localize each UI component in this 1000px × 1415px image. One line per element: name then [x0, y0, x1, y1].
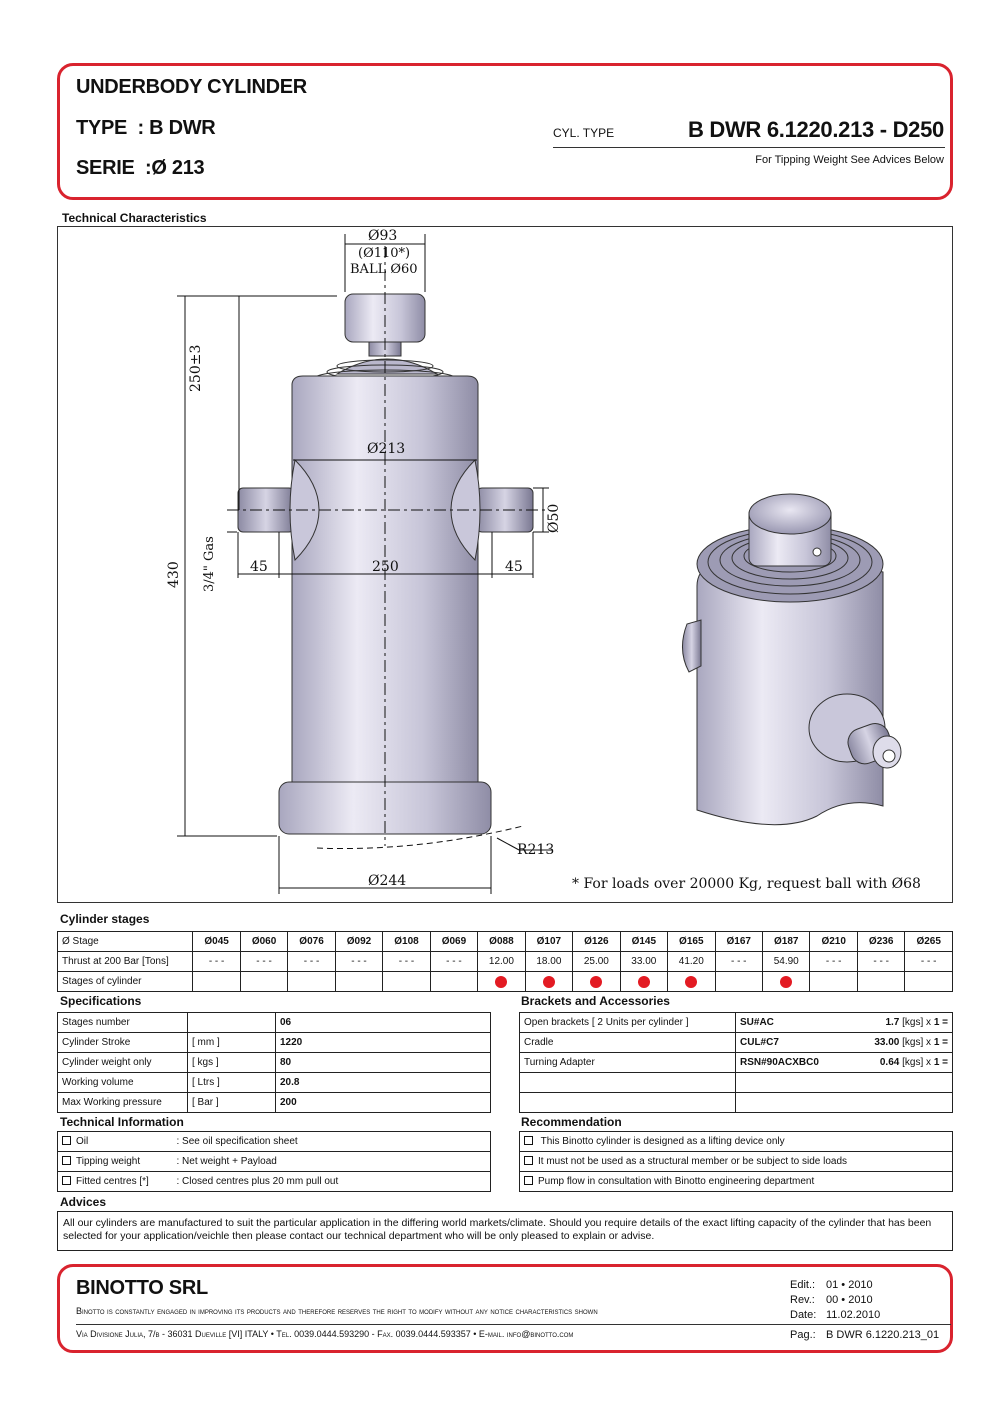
stage-active-cell	[430, 972, 477, 992]
stage-active-cell	[905, 972, 953, 992]
thrust-cell: 25.00	[573, 952, 620, 972]
stage-active-cell	[810, 972, 857, 992]
recommendation-text: This Binotto cylinder is designed as a lifting device only	[538, 1136, 785, 1147]
thrust-cell: - - -	[335, 952, 382, 972]
stage-header: Ø265	[905, 932, 953, 952]
bracket-unit: [kgs] x	[902, 1057, 932, 1068]
dim-w45b: 45	[505, 559, 523, 575]
stage-active-cell	[288, 972, 335, 992]
stage-header: Ø069	[430, 932, 477, 952]
spec-label: Working volume	[58, 1073, 188, 1093]
footer-rule	[76, 1324, 951, 1325]
stage-active-cell	[193, 972, 240, 992]
stage-header: Ø126	[573, 932, 620, 952]
bracket-qty: 1 =	[933, 1057, 948, 1068]
bracket-row	[520, 1053, 953, 1073]
recommendation-item	[520, 1132, 953, 1152]
bracket-kg: 0.64	[879, 1057, 900, 1068]
bracket-weight	[834, 1033, 953, 1053]
advices-title: Advices	[60, 1195, 107, 1209]
recommendation-row	[520, 1152, 953, 1172]
bracket-row	[520, 1033, 953, 1053]
stage-header: Ø187	[762, 932, 809, 952]
disclaimer: Binotto is constantly engaged in improving its products and therefore reserves the right to modify without any notice characteristics shown	[76, 1306, 598, 1316]
row-label: Ø Stage	[58, 932, 193, 952]
dim-body-d: Ø213	[367, 441, 406, 457]
stage-header: Ø210	[810, 932, 857, 952]
stage-active-dot	[543, 976, 555, 988]
stages-title: Cylinder stages	[60, 912, 150, 926]
bracket-kg: 33.00	[874, 1037, 900, 1048]
spec-value: 1220	[276, 1033, 491, 1053]
techinfo-label-text: Tipping weight	[76, 1156, 141, 1167]
thrust-cell: - - -	[193, 952, 240, 972]
specs-table	[57, 1012, 491, 1113]
edit-label: Edit.:	[790, 1279, 816, 1291]
bracket-label: Open brackets [ 2 Units per cylinder ]	[520, 1013, 736, 1033]
edit-value: 01 • 2010	[826, 1279, 873, 1291]
spec-row	[58, 1073, 491, 1093]
recommendation-text: It must not be used as a structural member or be subject to side loads	[538, 1156, 848, 1167]
stage-header: Ø092	[335, 932, 382, 952]
specs-title: Specifications	[60, 994, 142, 1008]
active-stage-row	[58, 972, 953, 992]
spec-unit: [ Bar ]	[188, 1093, 276, 1113]
dim-ball: BALL Ø60	[350, 262, 418, 277]
techinfo-label-text: Oil	[76, 1136, 89, 1147]
thrust-cell: 54.90	[762, 952, 809, 972]
stage-active-cell	[715, 972, 762, 992]
spec-row	[58, 1053, 491, 1073]
stage-header-row	[58, 932, 953, 952]
dim-base-d: Ø244	[368, 873, 407, 889]
thrust-cell: 33.00	[620, 952, 667, 972]
thrust-cell: - - -	[905, 952, 953, 972]
spec-unit	[188, 1013, 276, 1033]
techinfo-value: : Net weight + Payload	[173, 1152, 491, 1172]
stage-active-dot	[780, 976, 792, 988]
advices-text: All our cylinders are manufactured to suit the particular application in the differing world markets/climate. Should you require details of the exact lifting capacity of the cylinder that has been selected for your application/veichle then please contact our technical department who will be only pleased to explain or advise.	[57, 1211, 953, 1251]
spec-value: 200	[276, 1093, 491, 1113]
doc-title: UNDERBODY CYLINDER	[76, 76, 307, 98]
recommendation-item	[520, 1172, 953, 1192]
techinfo-row	[58, 1172, 491, 1192]
spec-unit: [ Ltrs ]	[188, 1073, 276, 1093]
dim-top-d: Ø93	[368, 228, 398, 244]
type-label: TYPE : B DWR	[76, 117, 216, 139]
bracket-row	[520, 1073, 953, 1093]
stage-active-dot	[495, 976, 507, 988]
bracket-label	[520, 1093, 736, 1113]
bracket-qty: 1 =	[933, 1037, 948, 1048]
stages-table	[57, 931, 953, 992]
techinfo-value: : Closed centres plus 20 mm pull out	[173, 1172, 491, 1192]
checkbox[interactable]	[524, 1156, 533, 1165]
checkbox[interactable]	[62, 1156, 71, 1165]
dim-pin-d: Ø50	[546, 503, 562, 533]
spec-unit: [ mm ]	[188, 1033, 276, 1053]
serie-label: SERIE :Ø 213	[76, 157, 205, 179]
techinfo-row	[58, 1152, 491, 1172]
bracket-unit: [kgs] x	[902, 1017, 932, 1028]
checkbox[interactable]	[62, 1176, 71, 1185]
stage-active-cell	[620, 972, 667, 992]
dim-gas: 3/4" Gas	[202, 536, 217, 592]
techinfo-label	[58, 1152, 173, 1172]
dim-w45a: 45	[250, 559, 268, 575]
techinfo-label	[58, 1172, 173, 1192]
dim-h430: 430	[166, 561, 182, 588]
spec-row	[58, 1013, 491, 1033]
bracket-qty: 1 =	[933, 1017, 948, 1028]
techinfo-label	[58, 1132, 173, 1152]
checkbox[interactable]	[524, 1176, 533, 1185]
spec-label: Stages number	[58, 1013, 188, 1033]
bracket-code: SU#AC	[736, 1013, 834, 1033]
stage-header: Ø236	[857, 932, 904, 952]
stage-header: Ø165	[668, 932, 715, 952]
thrust-cell: - - -	[857, 952, 904, 972]
thrust-cell: - - -	[810, 952, 857, 972]
techinfo-row	[58, 1132, 491, 1152]
spec-label: Max Working pressure	[58, 1093, 188, 1113]
spec-unit: [ kgs ]	[188, 1053, 276, 1073]
spec-label: Cylinder weight only	[58, 1053, 188, 1073]
stage-active-dot	[685, 976, 697, 988]
thrust-cell: - - -	[383, 952, 430, 972]
thrust-cell: 12.00	[478, 952, 525, 972]
recommendation-item	[520, 1152, 953, 1172]
stage-header: Ø076	[288, 932, 335, 952]
bracket-code	[736, 1073, 953, 1093]
stage-active-cell	[478, 972, 525, 992]
dim-r213: R213	[517, 842, 555, 858]
bracket-weight	[834, 1053, 953, 1073]
tipping-note: For Tipping Weight See Advices Below	[755, 154, 944, 166]
bracket-code	[736, 1093, 953, 1113]
thrust-cell: - - -	[240, 952, 287, 972]
thrust-cell: - - -	[288, 952, 335, 972]
recommendation-row	[520, 1132, 953, 1152]
stage-header: Ø088	[478, 932, 525, 952]
address: Via Divisione Julia, 7/b - 36031 Dueville [VI] ITALY • Tel. 0039.0444.593290 - Fax. 0039.0444.593357 • E-mail. info@binotto.com	[76, 1329, 574, 1339]
stage-active-cell	[240, 972, 287, 992]
rev-label: Rev.:	[790, 1294, 815, 1306]
stage-active-cell	[857, 972, 904, 992]
brackets-table	[519, 1012, 953, 1113]
ball-note: * For loads over 20000 Kg, request ball with Ø68	[572, 876, 921, 892]
row-label: Thrust at 200 Bar [Tons]	[58, 952, 193, 972]
stage-active-dot	[638, 976, 650, 988]
bracket-row	[520, 1013, 953, 1033]
spec-label: Cylinder Stroke	[58, 1033, 188, 1053]
cyl-type-value: B DWR 6.1220.213 - D250	[687, 117, 944, 142]
stage-header: Ø145	[620, 932, 667, 952]
stage-header: Ø167	[715, 932, 762, 952]
header-rule	[553, 147, 945, 148]
bracket-label	[520, 1073, 736, 1093]
techinfo-title: Technical Information	[60, 1115, 184, 1129]
dim-w250: 250	[372, 559, 399, 575]
stage-active-cell	[525, 972, 572, 992]
bracket-code: RSN#90ACXBC0	[736, 1053, 834, 1073]
bracket-code: CUL#C7	[736, 1033, 834, 1053]
recommendation-title: Recommendation	[521, 1115, 622, 1129]
technical-title: Technical Characteristics	[62, 211, 207, 225]
stage-header: Ø045	[193, 932, 240, 952]
pag-value: B DWR 6.1220.213_01	[826, 1329, 940, 1341]
stage-active-dot	[590, 976, 602, 988]
dim-top-d2: (Ø110*)	[358, 246, 411, 261]
date-label: Date:	[790, 1309, 817, 1321]
bracket-label: Cradle	[520, 1033, 736, 1053]
spec-row	[58, 1033, 491, 1053]
bracket-weight	[834, 1013, 953, 1033]
bracket-kg: 1.7	[885, 1017, 900, 1028]
stage-active-cell	[335, 972, 382, 992]
techinfo-table	[57, 1131, 491, 1192]
thrust-cell: - - -	[715, 952, 762, 972]
recommendation-text: Pump flow in consultation with Binotto engineering department	[538, 1176, 815, 1187]
dim-h250: 250±3	[188, 344, 204, 392]
thrust-row	[58, 952, 953, 972]
spec-value: 80	[276, 1053, 491, 1073]
stage-header: Ø060	[240, 932, 287, 952]
stage-active-cell	[668, 972, 715, 992]
bracket-label: Turning Adapter	[520, 1053, 736, 1073]
rev-value: 00 • 2010	[826, 1294, 873, 1306]
techinfo-value: : See oil specification sheet	[173, 1132, 491, 1152]
thrust-cell: - - -	[430, 952, 477, 972]
spec-value: 06	[276, 1013, 491, 1033]
spec-row	[58, 1093, 491, 1113]
cyl-type-label: CYL. TYPE	[553, 126, 615, 140]
thrust-cell: 41.20	[668, 952, 715, 972]
checkbox[interactable]	[524, 1136, 533, 1145]
date-value: 11.02.2010	[826, 1309, 881, 1321]
thrust-cell: 18.00	[525, 952, 572, 972]
checkbox[interactable]	[62, 1136, 71, 1145]
bracket-row	[520, 1093, 953, 1113]
company-name: BINOTTO SRL	[76, 1277, 208, 1299]
spec-value: 20.8	[276, 1073, 491, 1093]
stage-active-cell	[383, 972, 430, 992]
recommendation-table	[519, 1131, 953, 1192]
stage-header: Ø108	[383, 932, 430, 952]
techinfo-label-text: Fitted centres [*]	[76, 1176, 149, 1187]
recommendation-row	[520, 1172, 953, 1192]
iso-view	[682, 494, 901, 825]
stage-header: Ø107	[525, 932, 572, 952]
brackets-title: Brackets and Accessories	[521, 994, 670, 1008]
stage-active-cell	[573, 972, 620, 992]
stage-active-cell	[762, 972, 809, 992]
row-label: Stages of cylinder	[58, 972, 193, 992]
pag-label: Pag.:	[790, 1329, 816, 1341]
bracket-unit: [kgs] x	[902, 1037, 932, 1048]
